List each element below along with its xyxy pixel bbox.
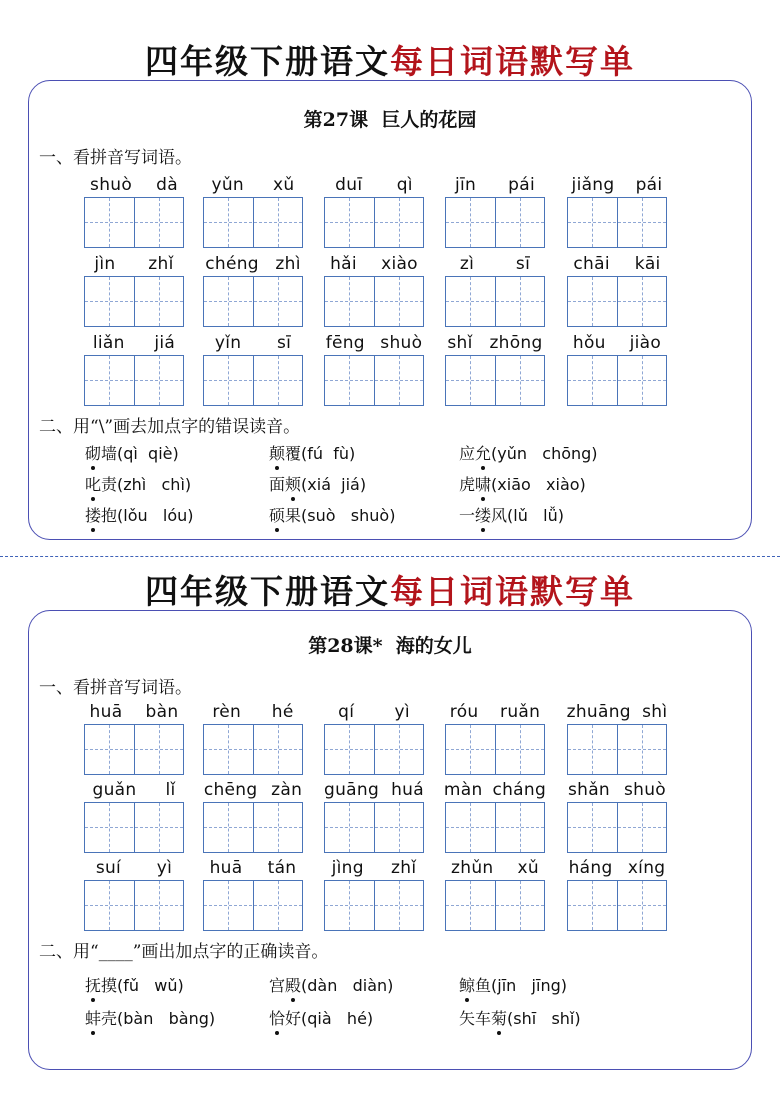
- tianzige-writing-box[interactable]: [567, 802, 667, 853]
- pinyin-syllable-2: zhì: [275, 254, 301, 274]
- pinyin-syllable-1: huā: [89, 702, 123, 722]
- pinyin-syllable-1: jiǎng: [571, 175, 615, 195]
- pinyin-label: [78, 331, 190, 353]
- tianzige-writing-box[interactable]: [567, 880, 667, 931]
- pinyin-label: [78, 173, 190, 195]
- pinyin-syllable-1: yǔn: [211, 175, 245, 195]
- pinyin-syllable-2: jiào: [629, 333, 662, 353]
- word-writing-group: [84, 856, 184, 932]
- pinyin-syllable-1: huā: [209, 858, 243, 878]
- pinyin-syllable-1: yǐn: [214, 333, 242, 353]
- pinyin-syllable-1: duī: [335, 175, 363, 195]
- pinyin-label: [78, 856, 190, 878]
- word-writing-group: [567, 700, 667, 776]
- pinyin-syllable-1: guāng: [324, 780, 380, 800]
- item-pinyin-choices[interactable]: 抱(lǒu lóu): [101, 506, 194, 525]
- pinyin-label: [561, 252, 673, 274]
- word-writing-group: [445, 331, 545, 407]
- pinyin-syllable-2: shì: [642, 702, 668, 722]
- pinyin-label: [439, 173, 551, 195]
- sheet1-title-grade: 四年级下册语文: [145, 42, 390, 81]
- word-writing-group: [203, 173, 303, 249]
- tianzige-writing-box[interactable]: [203, 724, 303, 775]
- pinyin-syllable-1: chéng: [205, 254, 259, 274]
- tianzige-writing-box[interactable]: [567, 276, 667, 327]
- pinyin-syllable-1: róu: [449, 702, 479, 722]
- item-pinyin-choices[interactable]: (xiāo xiào): [491, 475, 586, 494]
- dotted-character: 颊: [285, 472, 301, 495]
- item-prefix: 应: [459, 444, 476, 463]
- pinyin-label: [318, 252, 430, 274]
- pronunciation-item: [269, 1006, 373, 1029]
- word-writing-group: [84, 252, 184, 328]
- pinyin-syllable-2: dà: [156, 175, 178, 195]
- tianzige-writing-box[interactable]: [84, 724, 184, 775]
- pinyin-syllable-1: jìng: [331, 858, 364, 878]
- item-pinyin-choices[interactable]: 墙(qì qiè): [101, 444, 179, 463]
- pinyin-label: [561, 856, 673, 878]
- tianzige-writing-box[interactable]: [324, 802, 424, 853]
- item-pinyin-choices[interactable]: (xiá jiá): [301, 475, 367, 494]
- tianzige-writing-box[interactable]: [324, 355, 424, 406]
- sheet2-card: [28, 610, 752, 1070]
- item-pinyin-choices[interactable]: (dàn diàn): [301, 976, 394, 995]
- pinyin-label: [197, 856, 309, 878]
- tianzige-writing-box[interactable]: [84, 197, 184, 248]
- tianzige-writing-box[interactable]: [203, 197, 303, 248]
- pinyin-syllable-2: xiào: [381, 254, 418, 274]
- sheet1-part1-instruction: 一、看拼音写词语。: [39, 148, 192, 168]
- pronunciation-item: [459, 973, 567, 996]
- pinyin-label: [318, 173, 430, 195]
- tianzige-writing-box[interactable]: [203, 880, 303, 931]
- dotted-character: 允: [475, 441, 491, 464]
- pinyin-syllable-1: chāi: [573, 254, 610, 274]
- pinyin-syllable-2: xíng: [627, 858, 666, 878]
- pinyin-syllable-2: zhǐ: [391, 858, 417, 878]
- item-pinyin-choices[interactable]: 摸(fǔ wǔ): [101, 976, 184, 995]
- item-prefix: 宫: [269, 976, 286, 995]
- item-pinyin-choices[interactable]: (yǔn chōng): [491, 444, 598, 463]
- word-writing-group: [445, 778, 545, 854]
- pronunciation-item: [85, 1006, 215, 1029]
- pinyin-syllable-2: shuò: [380, 333, 423, 353]
- tianzige-writing-box[interactable]: [567, 355, 667, 406]
- item-pinyin-choices[interactable]: 好(qià hé): [285, 1009, 374, 1028]
- dotted-character: 颠: [269, 441, 285, 464]
- pinyin-syllable-2: shuò: [623, 780, 666, 800]
- dotted-character: 恰: [269, 1006, 285, 1029]
- pinyin-syllable-1: zhuāng: [566, 702, 631, 722]
- word-writing-group: [203, 778, 303, 854]
- pronunciation-item: [269, 441, 355, 464]
- dotted-character: 鲸: [459, 973, 475, 996]
- tianzige-writing-box[interactable]: [445, 724, 545, 775]
- pinyin-syllable-2: sī: [276, 333, 292, 353]
- sheet1-lesson-title: 第27课 巨人的花园: [303, 109, 477, 131]
- tianzige-writing-box[interactable]: [203, 355, 303, 406]
- pinyin-label: [318, 856, 430, 878]
- word-writing-group: [84, 700, 184, 776]
- sheet2-part1-instruction: 一、看拼音写词语。: [39, 678, 192, 698]
- pinyin-label: [318, 778, 430, 800]
- tianzige-writing-box[interactable]: [324, 197, 424, 248]
- pronunciation-item: [85, 472, 191, 495]
- pronunciation-item: [269, 472, 366, 495]
- item-pinyin-choices[interactable]: 果(suò shuò): [285, 506, 396, 525]
- tianzige-writing-box[interactable]: [324, 880, 424, 931]
- sheet1-part2-instruction: 二、用“\”画去加点字的错误读音。: [39, 417, 301, 437]
- pinyin-syllable-2: hé: [271, 702, 294, 722]
- tianzige-writing-box[interactable]: [203, 802, 303, 853]
- word-writing-group: [567, 173, 667, 249]
- pinyin-label: [78, 778, 190, 800]
- word-writing-group: [203, 700, 303, 776]
- word-writing-group: [203, 331, 303, 407]
- pinyin-label: [318, 700, 430, 722]
- pronunciation-item: [269, 973, 393, 996]
- tianzige-writing-box[interactable]: [84, 880, 184, 931]
- pinyin-label: [439, 331, 551, 353]
- pinyin-syllable-1: shǐ: [447, 333, 473, 353]
- dotted-character: 缕: [475, 503, 491, 526]
- tianzige-writing-box[interactable]: [445, 355, 545, 406]
- dotted-character: 殿: [285, 973, 301, 996]
- tianzige-writing-box[interactable]: [567, 197, 667, 248]
- pinyin-syllable-1: hǎi: [330, 254, 357, 274]
- dotted-character: 啸: [475, 472, 491, 495]
- pinyin-syllable-1: suí: [95, 858, 122, 878]
- pinyin-label: [561, 173, 673, 195]
- item-prefix: 面: [269, 475, 286, 494]
- sheet1-card: [28, 80, 752, 540]
- dotted-character: 抚: [85, 973, 101, 996]
- item-pinyin-choices[interactable]: 风(lǔ lǚ): [491, 506, 564, 525]
- word-writing-group: [324, 173, 424, 249]
- pinyin-syllable-1: qí: [338, 702, 355, 722]
- pinyin-syllable-2: bàn: [145, 702, 179, 722]
- sheet1-title: [0, 36, 780, 83]
- pinyin-label: [78, 700, 190, 722]
- pinyin-label: [439, 252, 551, 274]
- word-writing-group: [445, 700, 545, 776]
- pinyin-label: [197, 252, 309, 274]
- cut-line-divider: [0, 556, 780, 557]
- pinyin-label: [439, 778, 551, 800]
- tianzige-writing-box[interactable]: [84, 276, 184, 327]
- word-writing-group: [324, 331, 424, 407]
- pinyin-syllable-2: xǔ: [517, 858, 539, 878]
- pinyin-label: [439, 856, 551, 878]
- pinyin-syllable-1: zhǔn: [451, 858, 494, 878]
- item-pinyin-choices[interactable]: 壳(bàn bàng): [101, 1009, 216, 1028]
- tianzige-writing-box[interactable]: [203, 276, 303, 327]
- dotted-character: 搂: [85, 503, 101, 526]
- word-writing-group: [324, 856, 424, 932]
- pinyin-syllable-2: yì: [156, 858, 173, 878]
- pinyin-label: [197, 700, 309, 722]
- pinyin-syllable-1: chēng: [203, 780, 258, 800]
- pinyin-label: [561, 700, 673, 722]
- pinyin-syllable-2: pái: [635, 175, 663, 195]
- pinyin-syllable-1: rèn: [212, 702, 242, 722]
- tianzige-writing-box[interactable]: [445, 197, 545, 248]
- pinyin-syllable-1: màn: [443, 780, 483, 800]
- sheet1-title-dictation: 每日词语默写单: [390, 42, 635, 81]
- pinyin-syllable-2: huá: [391, 780, 424, 800]
- dotted-character: 叱: [85, 472, 101, 495]
- word-writing-group: [324, 252, 424, 328]
- pinyin-syllable-2: xǔ: [273, 175, 295, 195]
- word-writing-group: [445, 173, 545, 249]
- word-writing-group: [84, 173, 184, 249]
- tianzige-writing-box[interactable]: [445, 880, 545, 931]
- item-prefix: 矢车: [459, 1009, 492, 1028]
- tianzige-writing-box[interactable]: [567, 724, 667, 775]
- word-writing-group: [567, 252, 667, 328]
- word-writing-group: [203, 252, 303, 328]
- pinyin-label: [318, 331, 430, 353]
- pinyin-syllable-2: pái: [508, 175, 535, 195]
- tianzige-writing-box[interactable]: [445, 802, 545, 853]
- word-writing-group: [567, 331, 667, 407]
- word-writing-group: [84, 331, 184, 407]
- tianzige-writing-box[interactable]: [84, 355, 184, 406]
- item-prefix: 一: [459, 506, 476, 525]
- tianzige-writing-box[interactable]: [84, 802, 184, 853]
- dotted-character: 菊: [491, 1006, 507, 1029]
- pronunciation-item: [85, 441, 179, 464]
- pinyin-syllable-2: qì: [396, 175, 413, 195]
- pronunciation-item: [459, 441, 598, 464]
- pinyin-syllable-1: shǎn: [567, 780, 611, 800]
- tianzige-writing-box[interactable]: [324, 724, 424, 775]
- tianzige-writing-box[interactable]: [445, 276, 545, 327]
- pinyin-syllable-2: lǐ: [165, 780, 176, 800]
- pinyin-syllable-2: tán: [267, 858, 297, 878]
- pinyin-syllable-2: jiá: [154, 333, 176, 353]
- pinyin-syllable-2: yì: [394, 702, 410, 722]
- sheet2-title: [0, 566, 780, 613]
- item-pinyin-choices[interactable]: (shī shǐ): [507, 1009, 581, 1028]
- pinyin-label: [197, 331, 309, 353]
- sheet2-title-dictation: 每日词语默写单: [390, 572, 635, 611]
- word-writing-group: [567, 778, 667, 854]
- word-writing-group: [324, 700, 424, 776]
- item-pinyin-choices[interactable]: 鱼(jīn jīng): [475, 976, 567, 995]
- pinyin-syllable-1: liǎn: [92, 333, 125, 353]
- sheet2-title-grade: 四年级下册语文: [145, 572, 390, 611]
- pinyin-syllable-2: cháng: [492, 780, 547, 800]
- pinyin-label: [197, 173, 309, 195]
- word-writing-group: [445, 252, 545, 328]
- pronunciation-item: [269, 503, 395, 526]
- pronunciation-item: [85, 973, 184, 996]
- sheet2-lesson-title: 第28课* 海的女儿: [308, 635, 472, 657]
- pronunciation-item: [459, 472, 586, 495]
- pinyin-label: [561, 331, 673, 353]
- pinyin-syllable-2: zàn: [271, 780, 303, 800]
- pinyin-syllable-2: ruǎn: [500, 702, 541, 722]
- word-writing-group: [567, 856, 667, 932]
- pinyin-syllable-1: jìn: [94, 254, 116, 274]
- pinyin-label: [197, 778, 309, 800]
- pronunciation-item: [85, 503, 194, 526]
- pinyin-syllable-1: jīn: [455, 175, 477, 195]
- pinyin-syllable-2: zhǐ: [148, 254, 174, 274]
- dotted-character: 蚌: [85, 1006, 101, 1029]
- pinyin-label: [78, 252, 190, 274]
- item-pinyin-choices[interactable]: 覆(fú fù): [285, 444, 356, 463]
- item-pinyin-choices[interactable]: 责(zhì chì): [101, 475, 192, 494]
- pinyin-syllable-1: guǎn: [92, 780, 137, 800]
- pinyin-syllable-1: shuò: [90, 175, 133, 195]
- word-writing-group: [203, 856, 303, 932]
- word-writing-group: [84, 778, 184, 854]
- pinyin-label: [439, 700, 551, 722]
- pinyin-syllable-1: zì: [459, 254, 475, 274]
- dotted-character: 砌: [85, 441, 101, 464]
- word-writing-group: [324, 778, 424, 854]
- pinyin-syllable-1: háng: [568, 858, 613, 878]
- word-writing-group: [445, 856, 545, 932]
- pinyin-syllable-1: fēng: [325, 333, 365, 353]
- sheet2-part2-instruction: 二、用“____”画出加点字的正确读音。: [39, 942, 329, 962]
- pinyin-syllable-2: zhōng: [489, 333, 543, 353]
- pinyin-syllable-2: kāi: [634, 254, 661, 274]
- tianzige-writing-box[interactable]: [324, 276, 424, 327]
- pinyin-syllable-2: sī: [515, 254, 531, 274]
- pronunciation-item: [459, 503, 564, 526]
- pinyin-label: [561, 778, 673, 800]
- dotted-character: 硕: [269, 503, 285, 526]
- pinyin-syllable-1: hǒu: [572, 333, 606, 353]
- item-prefix: 虎: [459, 475, 476, 494]
- pronunciation-item: [459, 1006, 581, 1029]
